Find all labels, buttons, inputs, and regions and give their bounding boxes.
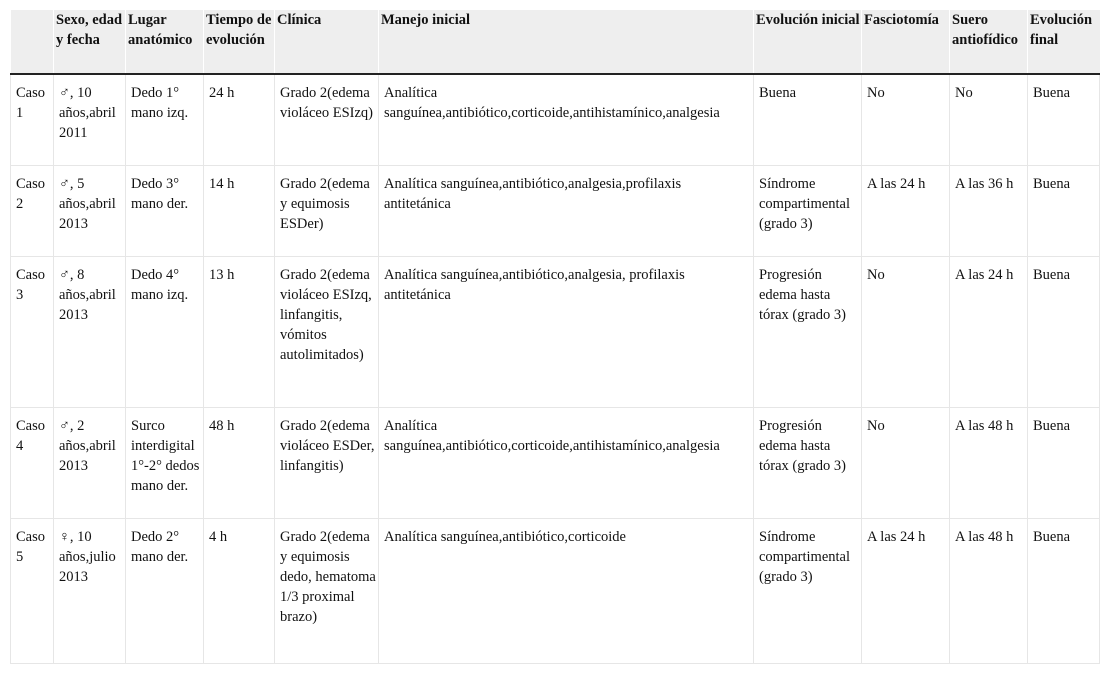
cell-evol-final: Buena [1028,408,1100,519]
case-table [10,10,1100,664]
cell-manejo: Analítica sanguínea,antibiótico,corticoide [379,519,754,664]
cell-caso: Caso 1 [11,74,54,166]
header-caso [11,10,54,74]
cell-suero: A las 48 h [950,408,1028,519]
cell-sexo: ♂, 10 años,abril 2011 [54,74,126,166]
cell-suero: A las 24 h [950,257,1028,408]
cell-caso: Caso 5 [11,519,54,664]
cell-clinica: Grado 2(edema y equimosis ESDer) [275,166,379,257]
cell-suero: A las 36 h [950,166,1028,257]
cell-caso: Caso 3 [11,257,54,408]
cell-evol-final: Buena [1028,257,1100,408]
table-row [11,408,1100,519]
cell-caso: Caso 4 [11,408,54,519]
cell-evol-inicial: Buena [754,74,862,166]
cell-sexo: ♂, 8 años,abril 2013 [54,257,126,408]
cell-clinica: Grado 2(edema violáceo ESIzq, linfangitis, vómitos autolimitados) [275,257,379,408]
cell-manejo: Analítica sanguínea,antibiótico,analgesia,profilaxis antitetánica [379,166,754,257]
cell-manejo: Analítica sanguínea,antibiótico,analgesia, profilaxis antitetánica [379,257,754,408]
cell-evol-inicial: Síndrome compartimental (grado 3) [754,166,862,257]
cell-evol-inicial: Progresión edema hasta tórax (grado 3) [754,408,862,519]
header-lugar: Lugar anatómico [126,10,204,74]
header-sexo: Sexo, edad y fecha [54,10,126,74]
header-row [11,10,1100,74]
cell-sexo: ♂, 2 años,abril 2013 [54,408,126,519]
table-row [11,519,1100,664]
cell-fasciotomia: No [862,74,950,166]
cell-fasciotomia: A las 24 h [862,166,950,257]
cell-tiempo: 13 h [204,257,275,408]
cell-fasciotomia: A las 24 h [862,519,950,664]
cell-caso: Caso 2 [11,166,54,257]
cell-evol-inicial: Síndrome compartimental (grado 3) [754,519,862,664]
cell-lugar: Dedo 3° mano der. [126,166,204,257]
cell-fasciotomia: No [862,257,950,408]
cell-manejo: Analítica sanguínea,antibiótico,corticoide,antihistamínico,analgesia [379,408,754,519]
cell-tiempo: 24 h [204,74,275,166]
cell-lugar: Dedo 4° mano izq. [126,257,204,408]
table-row [11,257,1100,408]
cell-evol-final: Buena [1028,166,1100,257]
cell-clinica: Grado 2(edema y equimosis dedo, hematoma 1/3 proximal brazo) [275,519,379,664]
cell-manejo: Analítica sanguínea,antibiótico,corticoide,antihistamínico,analgesia [379,74,754,166]
header-evol-final: Evolución final [1028,10,1100,74]
cell-suero: A las 48 h [950,519,1028,664]
cell-clinica: Grado 2(edema violáceo ESIzq) [275,74,379,166]
cell-lugar: Surco interdigital 1°-2° dedos mano der. [126,408,204,519]
table-row [11,166,1100,257]
header-suero: Suero antiofídico [950,10,1028,74]
cell-evol-final: Buena [1028,74,1100,166]
header-manejo: Manejo inicial [379,10,754,74]
cell-lugar: Dedo 1° mano izq. [126,74,204,166]
cell-tiempo: 14 h [204,166,275,257]
header-evol-inicial: Evolución inicial [754,10,862,74]
cell-clinica: Grado 2(edema violáceo ESDer, linfangitis) [275,408,379,519]
header-fasciotomia: Fasciotomía [862,10,950,74]
cell-suero: No [950,74,1028,166]
cell-evol-inicial: Progresión edema hasta tórax (grado 3) [754,257,862,408]
cell-sexo: ♀, 10 años,julio 2013 [54,519,126,664]
header-tiempo: Tiempo de evolución [204,10,275,74]
case-table-container [10,10,1100,664]
cell-tiempo: 4 h [204,519,275,664]
cell-tiempo: 48 h [204,408,275,519]
cell-evol-final: Buena [1028,519,1100,664]
cell-fasciotomia: No [862,408,950,519]
cell-sexo: ♂, 5 años,abril 2013 [54,166,126,257]
table-row [11,74,1100,166]
header-clinica: Clínica [275,10,379,74]
cell-lugar: Dedo 2° mano der. [126,519,204,664]
